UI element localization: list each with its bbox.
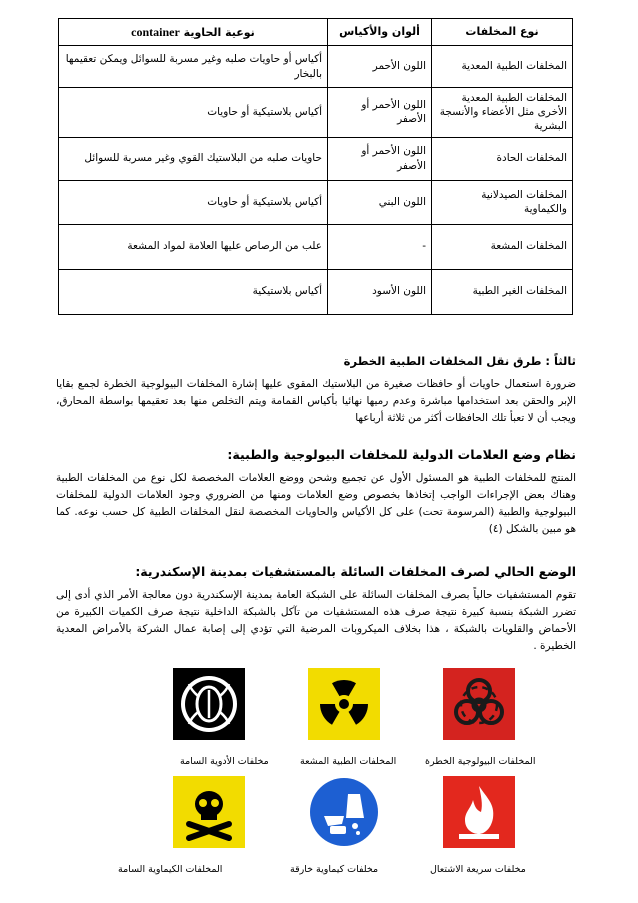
toxic-drugs-icon [173,668,245,740]
biohazard-caption: المخلفات البيولوجية الخطرة [425,756,536,767]
biohazard-icon [443,668,515,740]
section3-body: ضرورة استعمال حاويات أو حافظات صغيرة من البلاستيك المقوى عليها إشارة المخلفات البيولوجية الخطرة لجمع بقايا الإبر والحقن بعد استخدامها مباشرة وعدم رميها نهائيا بأكياس القمامة ويتم التخلص منها بعد تعقيمها بواسطة المحارق، ويجب أن لا تعبأ تلك الحافظات أكثر من ثلاثة أرباعها [56,378,576,424]
flammable-icon [443,776,515,848]
cell-waste-type: المخلفات الصيدلانية والكيماوية [432,180,573,224]
cell-container: علب من الرصاص عليها العلامة لمواد المشعة [59,224,328,269]
flammable-caption: مخلفات سريعة الاشتعال [430,864,526,875]
table-row [59,46,573,88]
section4-body: المنتج للمخلفات الطبية هو المسئول الأول عن تجميع وشحن ووضع العلامات المخصصة لكل نوع من المخلفات الطبية وهناك بعض الإجراءات الواجب إتخاذها بخصوص وضع العلامات ومنها من الضروري وجود العلامات الدولية للمخلفات البيولوجية والطبية (المرسومة تحت) على كل الأكياس والحاويات المخصصة لنقل المخلفات الطبية كل حسب نوعه. كما هو مبين بالشكل (٤) [56,472,576,535]
cell-color: اللون الأحمر أو الأصفر [328,137,432,180]
cell-container: أكياس أو حاويات صلبه وغير مسربة للسوائل ويمكن تعقيمها بالبخار [59,46,328,88]
section5-heading: الوضع الحالي لصرف المخلفات السائلة بالمستشفيات بمدينة الإسكندرية: [135,564,576,579]
section4-heading: نظام وضع العلامات الدولية للمخلفات البيولوجية والطبية: [227,447,576,462]
cell-container: أكياس بلاستيكية أو حاويات [59,88,328,138]
cell-color: - [328,224,432,269]
table-row [59,137,573,180]
cell-container: أكياس بلاستيكية أو حاويات [59,180,328,224]
table-row [59,224,573,269]
cell-color: اللون الأحمر [328,46,432,88]
header-colors-bags: ألوان والأكياس [328,19,432,46]
table-header-row [59,19,573,46]
cell-color: اللون البني [328,180,432,224]
section5-body: تقوم المستشفيات حالياً بصرف المخلفات السائلة على الشبكة العامة بمدينة الإسكندرية دون معالجة الأمر الذي أدى إلى تضرر الشبكة بنسبة كبيرة نتيجة صرف هذه المستشفيات من تآكل بالشبكة الداخلية نتيجة صرف الكميات الكبيرة من الأحماض والقلويات بالشبكة ، هذا بخلاف الميكروبات المرضية التي تؤدي إلى إصابة عمال الشركة بالأمراض المعدية الخطيرة . [56,589,576,652]
section3-heading: ثالثاً : طرق نقل المخلفات الطبية الخطرة [343,354,576,368]
toxic-chemicals-caption: المخلفات الكيماوية السامة [118,864,223,875]
radioactive-caption: المخلفات الطبية المشعة [300,756,397,767]
corrosive-caption: مخلفات كيماوية خارقة [290,864,379,875]
header-waste-type: نوع المخلفات [432,19,573,46]
cell-color: اللون الأسود [328,269,432,314]
cell-container: حاويات صلبه من البلاستيك القوي وغير مسربة للسوائل [59,137,328,180]
waste-container-table [58,18,573,315]
table-row [59,88,573,138]
cell-waste-type: المخلفات الطبية المعدية الأخرى مثل الأعضاء والأنسجة البشرية [432,88,573,138]
toxic-drugs-caption: مخلفات الأدوية السامة [180,756,269,767]
header-container-en: container [131,24,180,39]
cell-container: أكياس بلاستيكية [59,269,328,314]
cell-waste-type: المخلفات المشعة [432,224,573,269]
header-container-type [59,19,328,46]
cell-waste-type: المخلفات الحادة [432,137,573,180]
corrosive-icon [308,776,380,848]
table-row [59,269,573,314]
radioactive-icon [308,668,380,740]
header-container-ar: نوعية الحاوية [183,25,255,39]
cell-waste-type: المخلفات الغير الطبية [432,269,573,314]
toxic-chemicals-icon [173,776,245,848]
cell-color: اللون الأحمر أو الأصفر [328,88,432,138]
cell-waste-type: المخلفات الطبية المعدية [432,46,573,88]
table-row [59,180,573,224]
